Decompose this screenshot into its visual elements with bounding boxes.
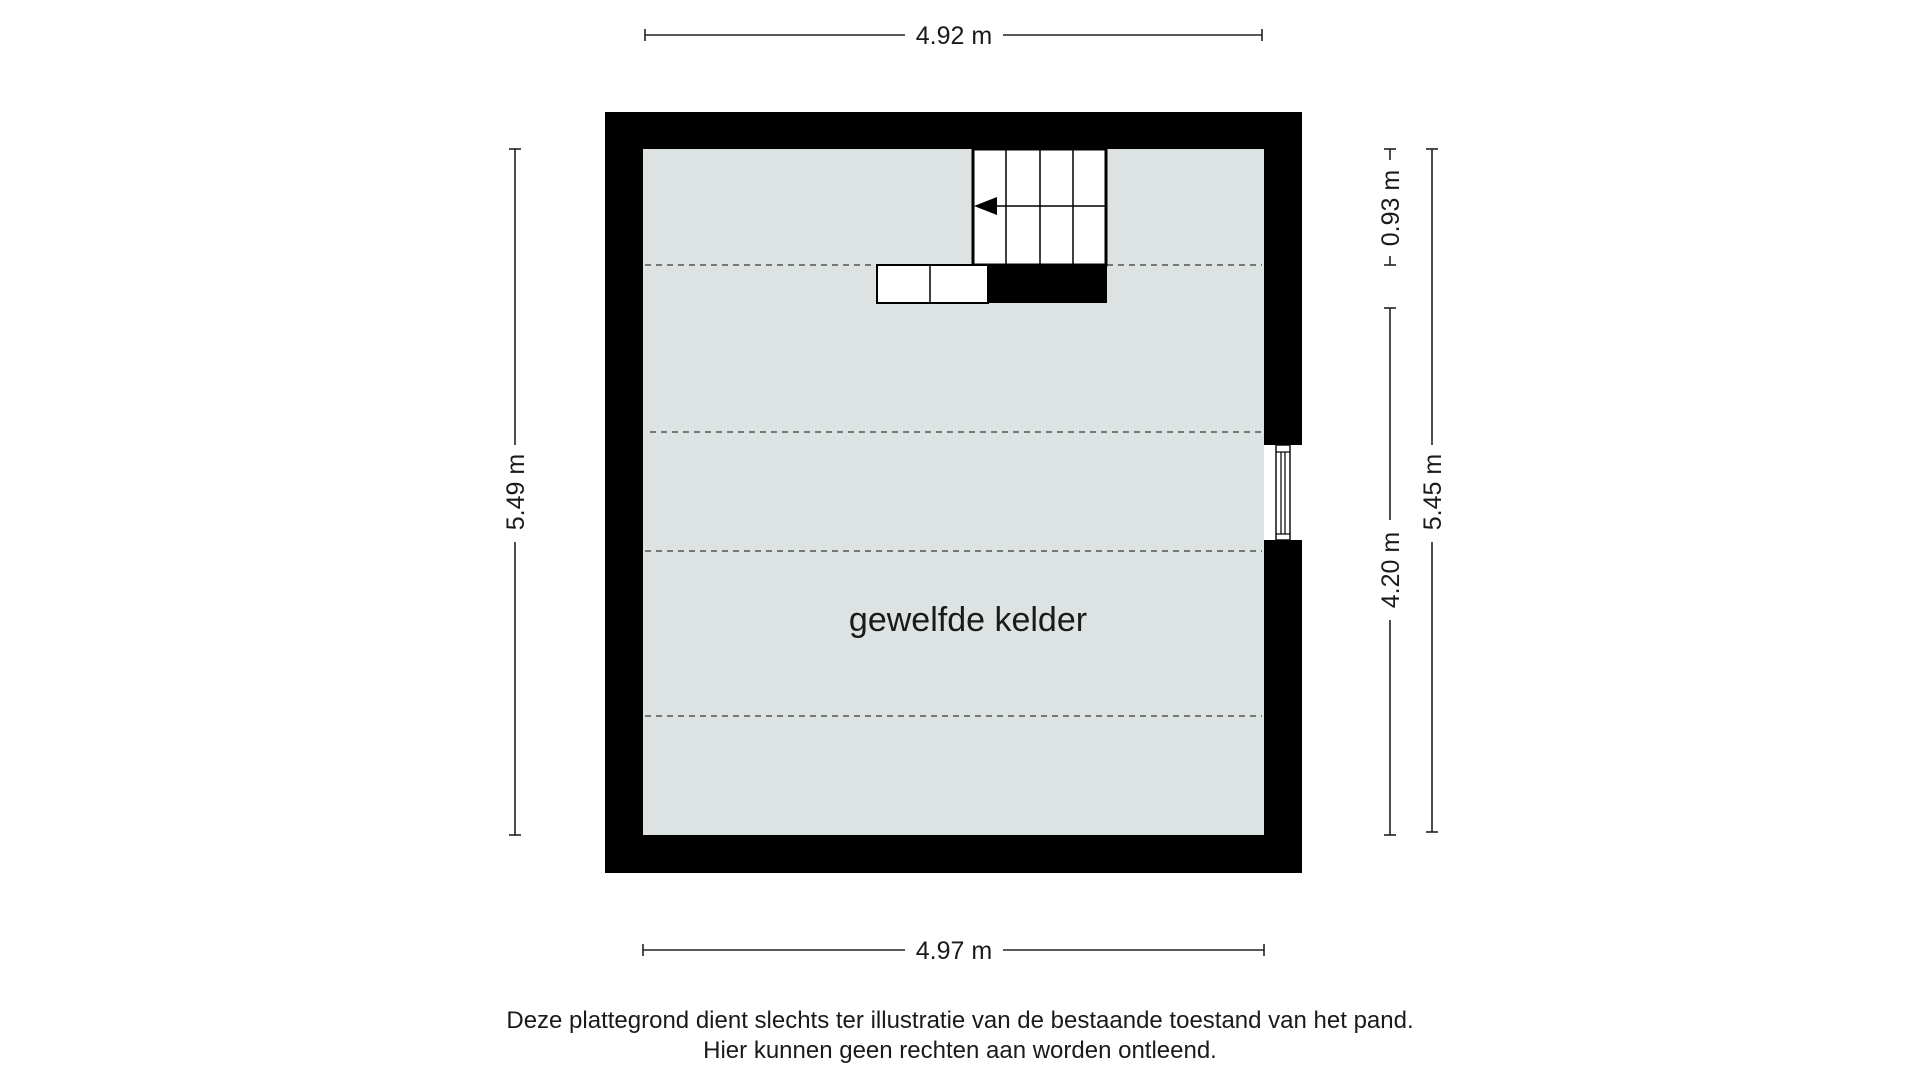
dimension-left bbox=[502, 149, 530, 835]
room-label: gewelfde kelder bbox=[848, 601, 1088, 639]
dimension-top bbox=[645, 22, 1262, 50]
dimension-left-label: 5.49 m bbox=[502, 453, 530, 531]
disclaimer bbox=[0, 1006, 1920, 1066]
disclaimer-line-2: Hier kunnen geen rechten aan worden ontleend. bbox=[703, 1037, 1217, 1064]
dimension-right-upper bbox=[1377, 149, 1405, 265]
room-floor bbox=[643, 149, 1264, 835]
dimension-right-lower bbox=[1377, 308, 1405, 835]
dimension-top-label: 4.92 m bbox=[915, 22, 993, 50]
disclaimer-line-1: Deze plattegrond dient slechts ter illustratie van de bestaande toestand van het pand. bbox=[506, 1007, 1414, 1034]
dimension-right-total-label: 5.45 m bbox=[1419, 453, 1447, 531]
dimension-right-total bbox=[1419, 149, 1447, 832]
dimension-bottom-label: 4.97 m bbox=[915, 937, 993, 965]
dimension-right-lower-label: 4.20 m bbox=[1377, 531, 1405, 609]
window bbox=[1276, 445, 1290, 540]
dimension-bottom bbox=[643, 937, 1264, 965]
dimension-right-upper-label: 0.93 m bbox=[1377, 169, 1405, 247]
